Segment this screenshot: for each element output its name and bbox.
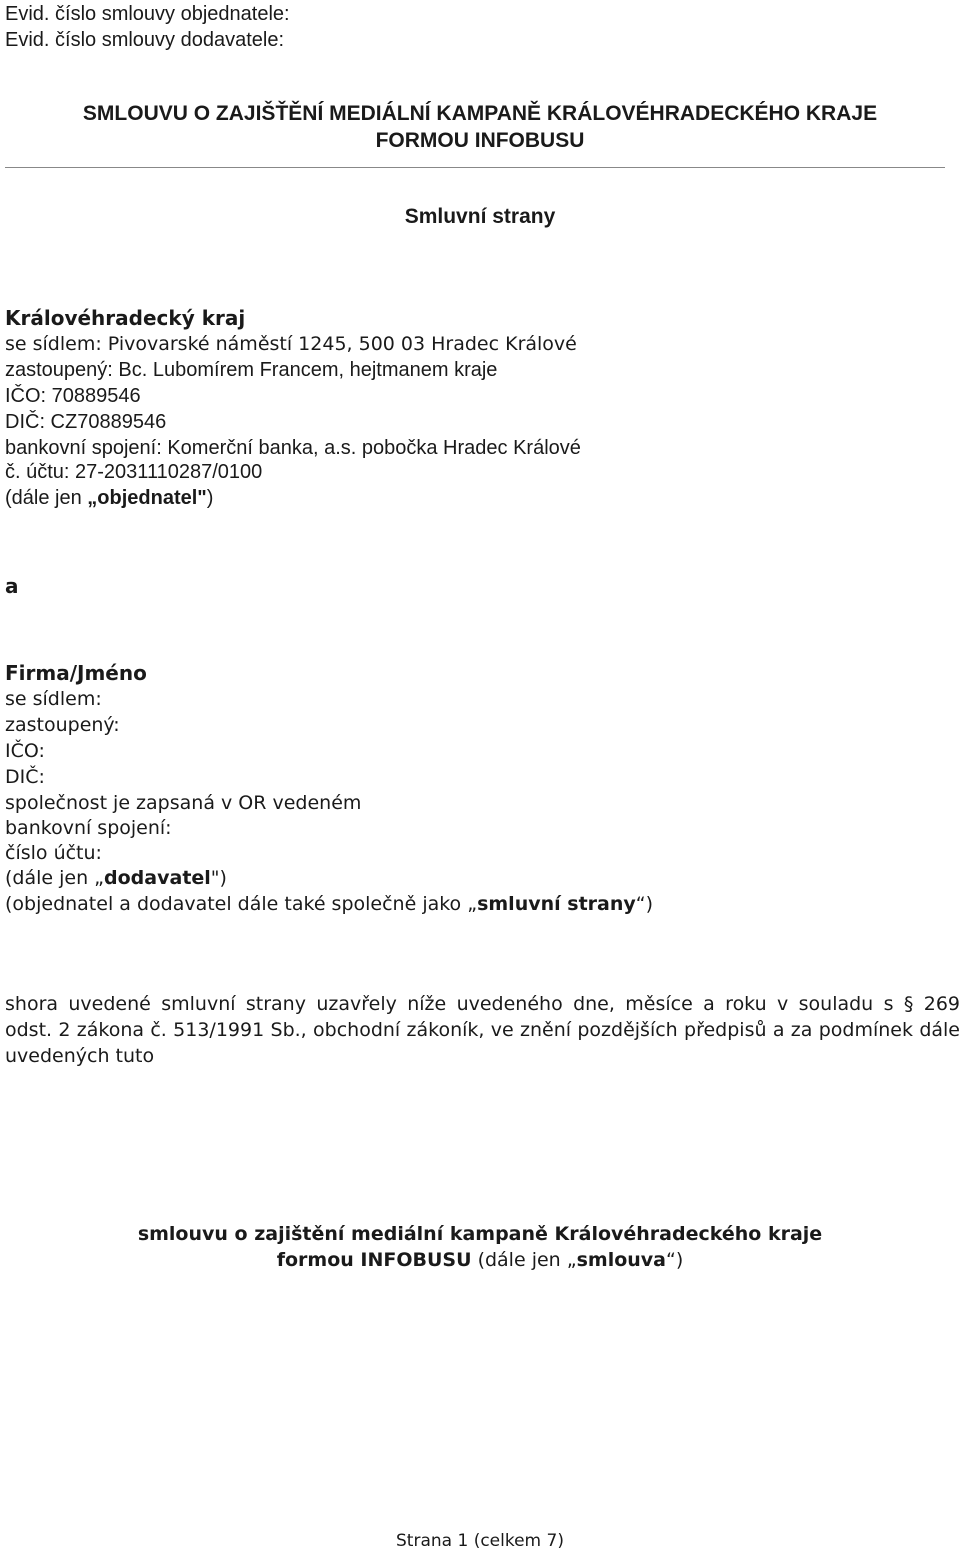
contract-title-line2: formou INFOBUSU (dále jen „smlouva“) — [276, 1249, 684, 1271]
dodavatel-name: Firma/Jméno — [5, 661, 147, 685]
smluvni-strany-term: smluvní strany — [477, 893, 636, 915]
page-number: Strana 1 (celkem 7) — [396, 1531, 564, 1551]
connector-a: a — [5, 574, 19, 598]
objednatel-account: č. účtu: 27-2031110287/0100 — [5, 461, 263, 483]
dodavatel-role-name: dodavatel — [104, 867, 211, 889]
evid-dodavatel: Evid. číslo smlouvy dodavatele: — [5, 29, 285, 51]
document-title-line2: FORMOU INFOBUSU — [375, 129, 585, 152]
objednatel-bank: bankovní spojení: Komerční banka, a.s. pobočka Hradec Králové — [5, 437, 581, 459]
intro-line: shora uvedené smluvní strany uzavřely níže uvedeného dne, měsíce a roku v souladu s § 269 — [5, 993, 960, 1015]
objednatel-role: (dále jen „objednatel") — [5, 487, 214, 509]
title-divider — [5, 167, 945, 168]
document-title-line1: SMLOUVU O ZAJIŠŤĚNÍ MEDIÁLNÍ KAMPANĚ KRÁLOVÉHRADECKÉHO KRAJE — [82, 102, 878, 125]
evid-objednatel: Evid. číslo smlouvy objednatele: — [5, 3, 290, 25]
intro-line: odst. 2 zákona č. 513/1991 Sb., obchodní zákoník, ve znění pozdějších předpisů a za podmínek dále — [5, 1019, 960, 1041]
dodavatel-bank: bankovní spojení: — [5, 817, 172, 839]
objednatel-zastoupeny: zastoupený: Bc. Lubomírem Francem, hejtmanem kraje — [5, 359, 498, 381]
objednatel-name: Královéhradecký kraj — [5, 306, 246, 330]
intro-line: uvedených tuto — [5, 1045, 155, 1067]
dodavatel-sidlo: se sídlem: — [5, 688, 102, 710]
smluvni-strany-definition: (objednatel a dodavatel dále také společně jako „smluvní strany“) — [5, 893, 654, 915]
contract-title-line1: smlouvu o zajištění mediální kampaně Královéhradeckého kraje — [137, 1223, 823, 1245]
objednatel-sidlo: se sídlem: Pivovarské náměstí 1245, 500 03 Hradec Králové — [5, 333, 577, 355]
dodavatel-zastoupeny: zastoupený: — [5, 714, 120, 736]
dodavatel-dic: DIČ: — [5, 766, 45, 788]
smlouva-term: smlouva — [576, 1249, 666, 1271]
parties-heading: Smluvní strany — [404, 205, 556, 228]
objednatel-ico: IČO: 70889546 — [5, 385, 141, 407]
intro-paragraph — [5, 991, 960, 1069]
dodavatel-account: číslo účtu: — [5, 842, 102, 864]
objednatel-role-name: „objednatel" — [87, 487, 207, 509]
dodavatel-ico: IČO: — [5, 740, 45, 762]
dodavatel-role: (dále jen „dodavatel") — [5, 867, 227, 889]
objednatel-dic: DIČ: CZ70889546 — [5, 411, 167, 433]
dodavatel-or: společnost je zapsaná v OR vedeném — [5, 792, 362, 814]
